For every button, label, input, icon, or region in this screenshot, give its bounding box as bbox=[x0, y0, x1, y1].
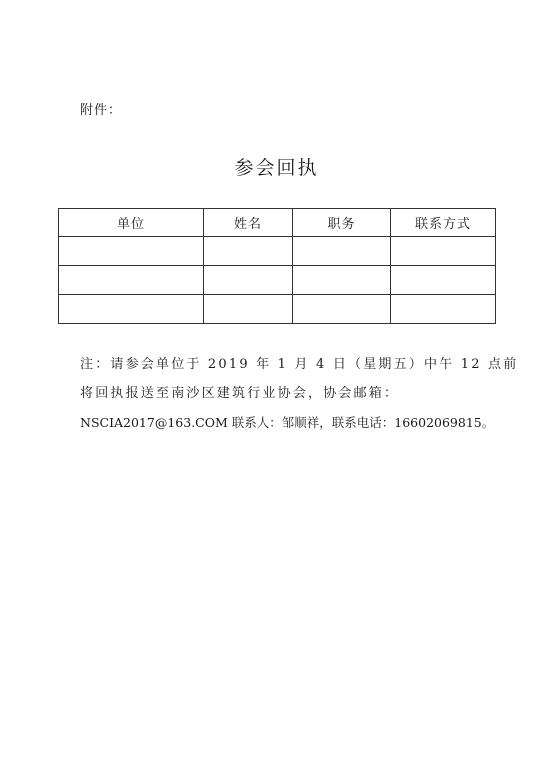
header-unit: 单位 bbox=[59, 209, 204, 237]
cell-name[interactable] bbox=[204, 266, 293, 295]
header-name: 姓名 bbox=[204, 209, 293, 237]
note-line-1: 注：请参会单位于 2019 年 1 月 4 日（星期五）中午 12 点前 bbox=[80, 357, 519, 372]
note-line-3: NSCIA2017@163.COM 联系人：邹顺祥，联系电话：16602069815。 bbox=[80, 415, 495, 430]
cell-position[interactable] bbox=[293, 237, 391, 266]
table-row bbox=[59, 266, 496, 295]
document-title: 参会回执 bbox=[234, 157, 319, 179]
cell-unit[interactable] bbox=[59, 295, 204, 324]
receipt-table bbox=[58, 208, 496, 324]
note-paragraph bbox=[80, 350, 540, 437]
cell-contact[interactable] bbox=[391, 295, 496, 324]
cell-position[interactable] bbox=[293, 266, 391, 295]
cell-contact[interactable] bbox=[391, 237, 496, 266]
cell-unit[interactable] bbox=[59, 237, 204, 266]
cell-name[interactable] bbox=[204, 295, 293, 324]
table-row bbox=[59, 295, 496, 324]
table-header-row bbox=[59, 209, 496, 237]
cell-position[interactable] bbox=[293, 295, 391, 324]
header-position: 职务 bbox=[293, 209, 391, 237]
note-line-2: 将回执报送至南沙区建筑行业协会，协会邮箱： bbox=[80, 386, 400, 401]
cell-name[interactable] bbox=[204, 237, 293, 266]
header-contact: 联系方式 bbox=[391, 209, 496, 237]
cell-unit[interactable] bbox=[59, 266, 204, 295]
table-row bbox=[59, 237, 496, 266]
attachment-label: 附件： bbox=[80, 103, 123, 118]
cell-contact[interactable] bbox=[391, 266, 496, 295]
